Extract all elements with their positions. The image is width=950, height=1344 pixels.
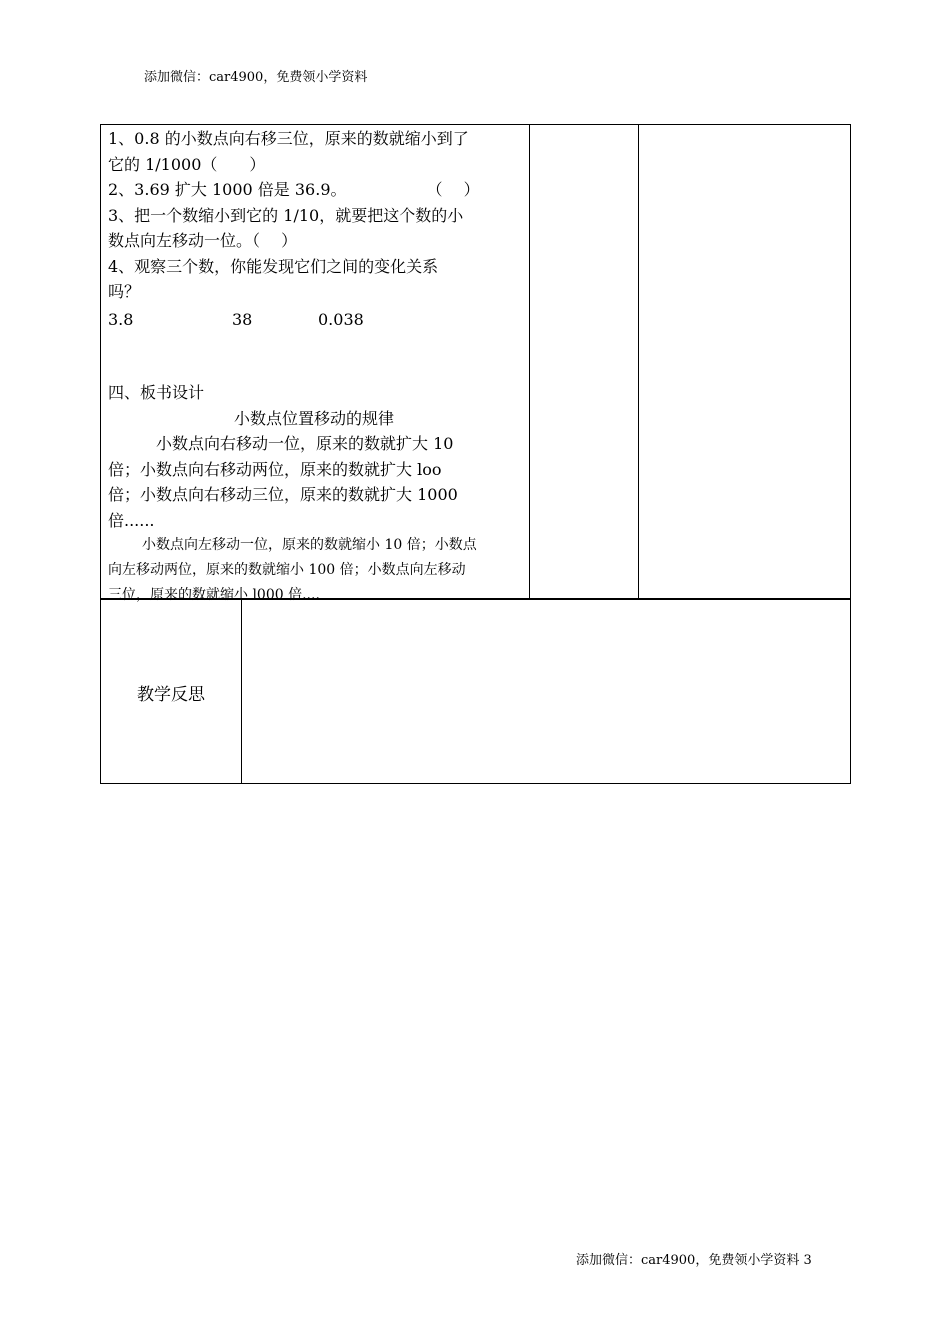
lesson-content [108,126,526,608]
board-left-line2: 向左移动两位，原来的数就缩小 100 倍；小数点向左移动 [108,562,466,578]
q4-line2: 吗？ [108,282,141,301]
page-footer: 添加微信：car4900，免费领小学资料 3 [576,1253,812,1268]
reflection-divider [241,598,242,784]
board-right-line2: 倍；小数点向右移动两位，原来的数就扩大 loo [108,459,442,479]
board-left-line3: 三位，原来的数就缩小 l000 倍.... [108,587,320,603]
number-2: 38 [232,309,253,329]
number-1: 3.8 [108,309,134,329]
reflection-label: 教学反思 [137,685,205,705]
table-divider-2 [638,124,639,600]
board-heading: 四、板书设计 [108,383,205,402]
number-row [108,307,526,333]
q1-line1: 1、0.8 的小数点向右移三位，原来的数就缩小到了 [108,129,469,148]
board-right-line3: 倍；小数点向右移动三位，原来的数就扩大 1000 [108,485,458,504]
table-divider-1 [529,124,530,600]
q4-line1: 4、观察三个数，你能发现它们之间的变化关系 [108,256,439,276]
q2-line [108,177,526,203]
board-title: 小数点位置移动的规律 [234,408,395,428]
q2-text: 2、3.69 扩大 1000 倍是 36.9。 [108,180,347,199]
q3-line2: 数点向左移动一位。（ ） [108,231,298,250]
number-3: 0.038 [318,309,364,329]
page-header: 添加微信：car4900，免费领小学资料 [144,70,368,85]
q2-answer-paren: （ ） [426,180,480,199]
board-right-line1: 小数点向右移动一位，原来的数就扩大 10 [156,434,454,453]
board-left-line1: 小数点向左移动一位，原来的数就缩小 10 倍；小数点 [142,537,477,553]
board-right-line4: 倍...... [108,510,155,530]
q3-line1: 3、把一个数缩小到它的 1/10，就要把这个数的小 [108,205,464,225]
q1-line2: 它的 1/1000（ ） [108,154,266,174]
